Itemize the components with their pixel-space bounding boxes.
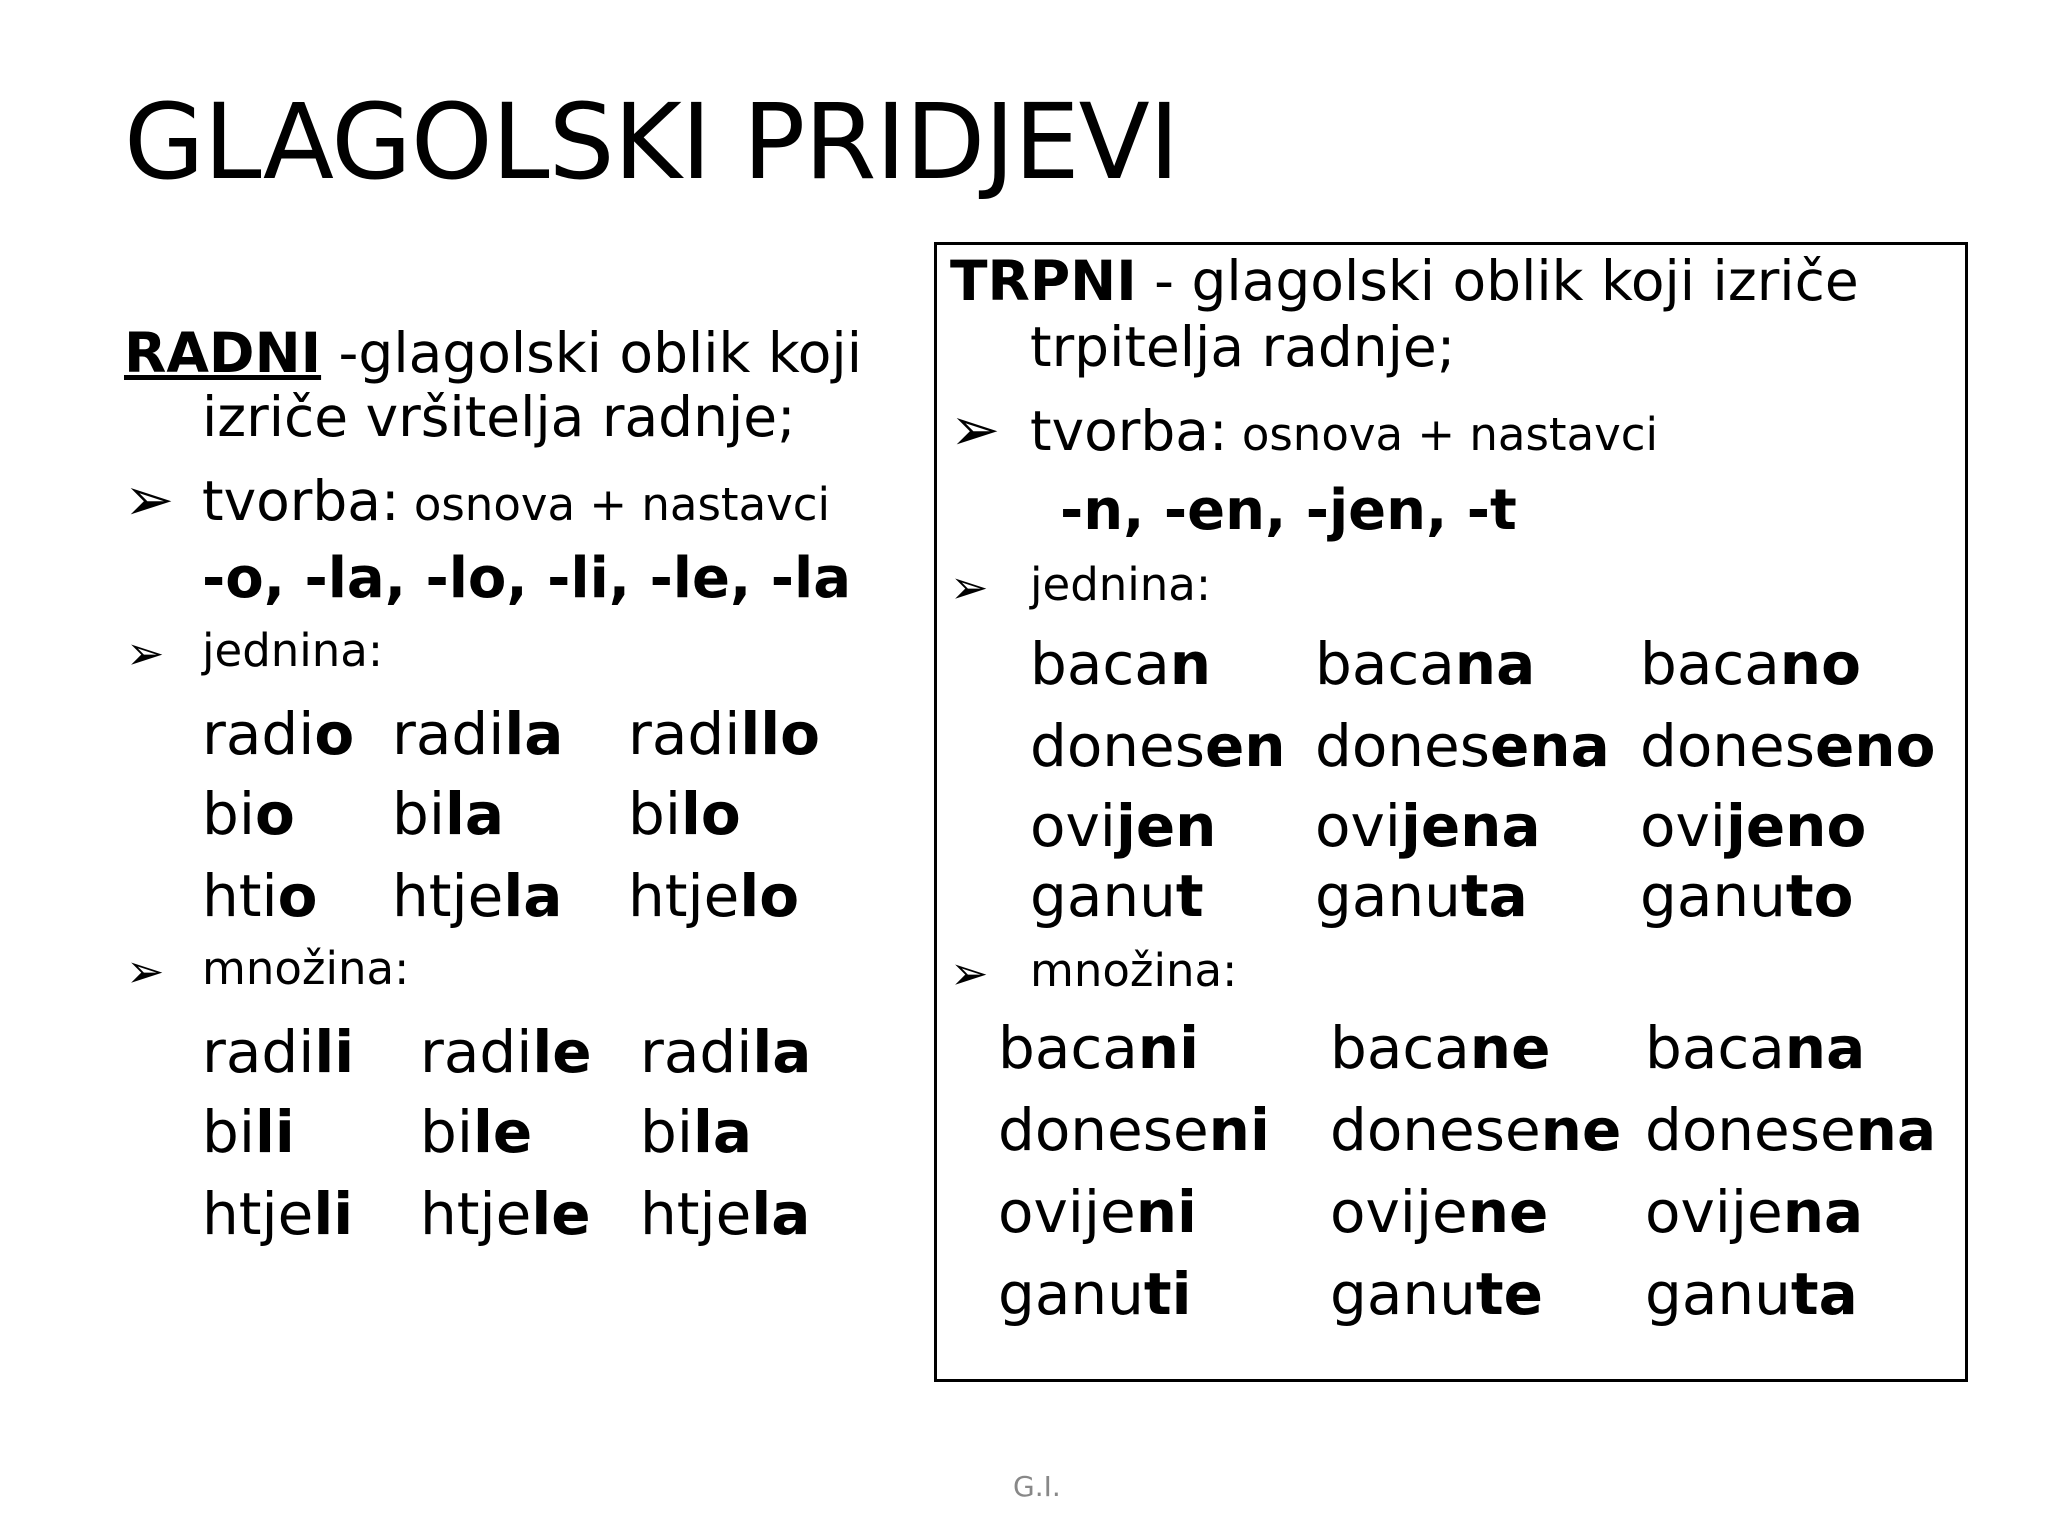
word-stem: ovi: [1315, 792, 1401, 860]
word-stem: dones: [1640, 712, 1815, 780]
trpni-mnozina-word: [1645, 1096, 1936, 1164]
word-ending: le: [532, 1018, 592, 1086]
trpni-term: TRPNI: [950, 249, 1137, 313]
word-stem: ovije: [998, 1178, 1136, 1246]
word-ending: le: [531, 1180, 591, 1248]
word-ending: li: [254, 1098, 295, 1166]
trpni-tvorba-label: tvorba:: [1030, 399, 1228, 463]
word-ending: li: [313, 1180, 354, 1248]
trpni-jednina-word: [1030, 862, 1204, 930]
trpni-jednina-word: [1315, 862, 1528, 930]
radni-definition: [124, 318, 862, 388]
radni-mnozina-word: [420, 1180, 591, 1248]
word-stem: radi: [202, 700, 315, 768]
trpni-mnozina-arrow-icon: ➢: [950, 946, 989, 1000]
trpni-endings: -n, -en, -jen, -t: [1060, 478, 1517, 543]
trpni-jednina-word: [1030, 712, 1286, 780]
word-stem: htje: [392, 862, 504, 930]
trpni-mnozina-word: [1645, 1014, 1865, 1082]
radni-mnozina-word: [420, 1018, 592, 1086]
word-stem: htje: [640, 1180, 752, 1248]
radni-jednina-word: [392, 862, 562, 930]
word-stem: bi: [628, 780, 681, 848]
word-stem: bi: [202, 1098, 255, 1166]
word-ending: ta: [1790, 1260, 1858, 1328]
word-stem: donese: [1330, 1096, 1541, 1164]
radni-jednina-word: [392, 700, 563, 768]
word-ending: ne: [1467, 1178, 1549, 1246]
word-ending: na: [1855, 1096, 1937, 1164]
trpni-definition-text: - glagolski oblik koji izriče: [1136, 249, 1859, 313]
radni-definition-text: -glagolski oblik koji: [321, 321, 862, 385]
trpni-mnozina-word: [1645, 1178, 1863, 1246]
word-ending: ni: [1208, 1096, 1270, 1164]
trpni-mnozina-word: [1330, 1178, 1548, 1246]
radni-mnozina-word: [640, 1098, 752, 1166]
radni-endings: -o, -la, -lo, -li, -le, -la: [202, 546, 851, 611]
word-ending: ena: [1489, 712, 1610, 780]
trpni-mnozina-word: [998, 1178, 1197, 1246]
radni-tvorba: [202, 466, 830, 540]
word-ending: n: [1169, 630, 1212, 698]
word-stem: bi: [202, 780, 255, 848]
radni-definition-line2: izriče vršitelja radnje;: [202, 385, 796, 449]
trpni-jednina-label: jednina:: [1030, 558, 1212, 611]
trpni-mnozina-word: [998, 1096, 1270, 1164]
word-ending: la: [504, 700, 564, 768]
word-stem: ganu: [1315, 862, 1461, 930]
radni-jednina-word: [392, 780, 504, 848]
trpni-jednina-arrow-icon: ➢: [950, 560, 989, 614]
radni-mnozina-word: [420, 1098, 532, 1166]
word-ending: le: [472, 1098, 533, 1166]
trpni-jednina-word: [1030, 630, 1211, 698]
trpni-mnozina-word: [1330, 1260, 1543, 1328]
trpni-mnozina-word: [1645, 1260, 1858, 1328]
trpni-jednina-word: [1640, 712, 1935, 780]
word-ending: lo: [739, 862, 800, 930]
trpni-definition-line2: trpitelja radnje;: [1030, 315, 1456, 379]
trpni-jednina-word: [1315, 630, 1535, 698]
trpni-mnozina-word: [1330, 1096, 1621, 1164]
radni-tvorba-label: tvorba:: [202, 469, 400, 533]
word-stem: radi: [420, 1018, 533, 1086]
word-stem: ovi: [1640, 792, 1726, 860]
word-ending: la: [752, 1018, 812, 1086]
word-stem: donese: [1645, 1096, 1856, 1164]
radni-jednina-word: [202, 700, 354, 768]
word-ending: na: [1782, 1178, 1864, 1246]
word-stem: hti: [202, 862, 278, 930]
trpni-jednina-word: [1640, 792, 1866, 860]
radni-mnozina-label: množina:: [202, 942, 410, 995]
word-ending: la: [751, 1180, 811, 1248]
radni-jednina-word: [628, 700, 820, 768]
word-ending: llo: [740, 700, 820, 768]
word-stem: ganu: [1640, 862, 1786, 930]
word-ending: o: [277, 862, 318, 930]
radni-jednina-word: [628, 862, 799, 930]
word-ending: t: [1175, 862, 1204, 930]
trpni-jednina-word: [1640, 630, 1861, 698]
word-ending: ti: [1143, 1260, 1192, 1328]
word-ending: te: [1475, 1260, 1543, 1328]
word-stem: radi: [392, 700, 505, 768]
trpni-definition: [950, 246, 1859, 316]
radni-jednina-word: [202, 780, 295, 848]
word-stem: ovije: [1645, 1178, 1783, 1246]
word-ending: ni: [1135, 1178, 1197, 1246]
word-stem: baca: [1315, 630, 1455, 698]
radni-mnozina-word: [202, 1180, 353, 1248]
word-ending: jena: [1400, 792, 1541, 860]
word-stem: bi: [640, 1098, 693, 1166]
word-stem: ganu: [998, 1260, 1144, 1328]
trpni-tvorba-formula: osnova + nastavci: [1227, 408, 1659, 461]
word-stem: ganu: [1030, 862, 1176, 930]
word-stem: baca: [1030, 630, 1170, 698]
radni-jednina-word: [202, 862, 317, 930]
word-ending: o: [314, 700, 355, 768]
trpni-mnozina-word: [998, 1014, 1199, 1082]
word-ending: jen: [1115, 792, 1217, 860]
trpni-mnozina-label: množina:: [1030, 944, 1238, 997]
word-stem: donese: [998, 1096, 1209, 1164]
word-stem: baca: [1645, 1014, 1785, 1082]
word-stem: radi: [628, 700, 741, 768]
word-ending: la: [444, 780, 504, 848]
word-stem: ganu: [1330, 1260, 1476, 1328]
word-stem: radi: [640, 1018, 753, 1086]
radni-tvorba-formula: osnova + nastavci: [399, 478, 831, 531]
word-ending: en: [1204, 712, 1286, 780]
trpni-jednina-word: [1315, 792, 1541, 860]
trpni-jednina-word: [1640, 862, 1853, 930]
radni-mnozina-word: [202, 1018, 354, 1086]
word-ending: na: [1454, 630, 1536, 698]
word-stem: bi: [420, 1098, 473, 1166]
radni-mnozina-word: [202, 1098, 295, 1166]
word-ending: ne: [1469, 1014, 1551, 1082]
word-stem: baca: [1640, 630, 1780, 698]
word-stem: htje: [420, 1180, 532, 1248]
word-ending: lo: [680, 780, 741, 848]
word-stem: ganu: [1645, 1260, 1791, 1328]
word-ending: li: [314, 1018, 355, 1086]
radni-mnozina-word: [640, 1018, 811, 1086]
radni-term: RADNI: [124, 321, 322, 385]
radni-tvorba-arrow-icon: ➢: [124, 465, 175, 535]
trpni-tvorba: [1030, 396, 1658, 470]
radni-jednina-word: [628, 780, 741, 848]
word-ending: eno: [1814, 712, 1936, 780]
word-stem: radi: [202, 1018, 315, 1086]
radni-mnozina-word: [640, 1180, 810, 1248]
word-ending: ne: [1540, 1096, 1622, 1164]
word-ending: na: [1784, 1014, 1866, 1082]
word-ending: ta: [1460, 862, 1528, 930]
word-stem: dones: [1030, 712, 1205, 780]
word-stem: bi: [392, 780, 445, 848]
word-stem: htje: [202, 1180, 314, 1248]
word-stem: ovi: [1030, 792, 1116, 860]
word-ending: to: [1785, 862, 1854, 930]
footer-initials: G.I.: [1013, 1470, 1061, 1503]
trpni-mnozina-word: [998, 1260, 1192, 1328]
word-ending: la: [503, 862, 563, 930]
word-ending: no: [1779, 630, 1861, 698]
radni-mnozina-arrow-icon: ➢: [126, 944, 165, 998]
trpni-jednina-word: [1030, 792, 1216, 860]
word-ending: la: [692, 1098, 752, 1166]
word-stem: baca: [1330, 1014, 1470, 1082]
trpni-tvorba-arrow-icon: ➢: [950, 395, 1001, 465]
word-stem: htje: [628, 862, 740, 930]
word-ending: jeno: [1725, 792, 1867, 860]
word-stem: baca: [998, 1014, 1138, 1082]
word-stem: ovije: [1330, 1178, 1468, 1246]
word-ending: ni: [1137, 1014, 1199, 1082]
trpni-mnozina-word: [1330, 1014, 1550, 1082]
radni-jednina-label: jednina:: [202, 624, 384, 677]
trpni-jednina-word: [1315, 712, 1610, 780]
word-ending: o: [254, 780, 295, 848]
slide-title: GLAGOLSKI PRIDJEVI: [124, 81, 1179, 203]
word-stem: dones: [1315, 712, 1490, 780]
radni-jednina-arrow-icon: ➢: [126, 626, 165, 680]
